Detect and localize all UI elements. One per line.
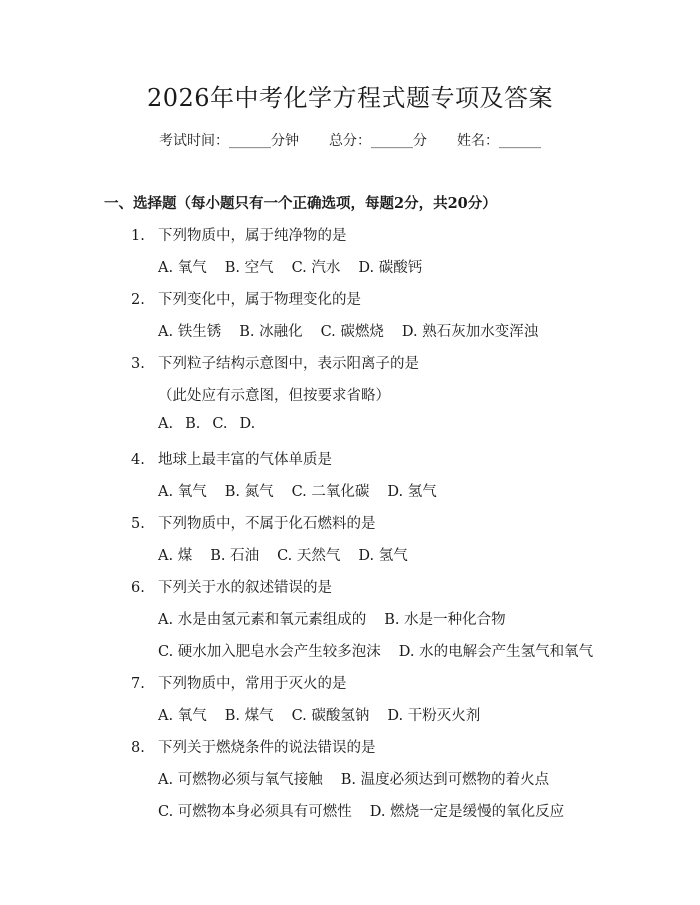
option-b: B. <box>185 416 201 432</box>
question-3 <box>131 352 419 373</box>
question-5 <box>131 512 376 533</box>
page-title: 2026年中考化学方程式题专项及答案 <box>146 84 554 112</box>
question-text: 下列物质中，常用于灭火的是 <box>158 676 347 692</box>
option-c: C. 碳燃烧 <box>320 324 384 340</box>
question-number: 3. <box>131 356 145 372</box>
question-2 <box>131 288 361 309</box>
question-6-options-row2 <box>158 640 611 661</box>
question-6 <box>131 576 332 597</box>
question-5-options <box>158 544 426 565</box>
question-6-options-row1 <box>158 608 524 629</box>
question-8-options-row2 <box>158 800 582 821</box>
exam-time-label: 考试时间：______分钟 <box>159 133 299 149</box>
question-text: 下列粒子结构示意图中，表示阳离子的是 <box>158 356 419 372</box>
option-c: C. 汽水 <box>291 260 341 276</box>
question-1 <box>131 224 347 245</box>
option-d: D. 熟石灰加水变浑浊 <box>401 324 539 340</box>
option-d: D. 氢气 <box>358 548 408 564</box>
question-number: 2. <box>131 292 145 308</box>
option-c: C. 碳酸氢钠 <box>291 708 370 724</box>
option-c: C. 天然气 <box>277 548 341 564</box>
option-d: D. 氢气 <box>387 484 437 500</box>
option-c: C. 硬水加入肥皂水会产生较多泡沫 <box>158 644 381 660</box>
question-text: 下列关于燃烧条件的说法错误的是 <box>158 740 376 756</box>
option-c: C. 可燃物本身必须具有可燃性 <box>158 804 352 820</box>
total-score-label: 总分：______分 <box>329 133 427 149</box>
question-4 <box>131 448 332 469</box>
option-c: C. 二氧化碳 <box>291 484 370 500</box>
question-8-options-row1 <box>158 768 567 789</box>
option-a: A. 氧气 <box>158 484 207 500</box>
name-label: 姓名：______ <box>457 133 541 149</box>
question-number: 5. <box>131 516 145 532</box>
question-text: 下列变化中，属于物理变化的是 <box>158 292 361 308</box>
option-d: D. <box>239 416 256 432</box>
option-a: A. 可燃物必须与氧气接触 <box>158 772 323 788</box>
option-d: D. 燃烧一定是缓慢的氧化反应 <box>369 804 565 820</box>
option-d: D. 干粉灭火剂 <box>387 708 481 724</box>
option-b: B. 石油 <box>210 548 260 564</box>
option-a: A. 铁生锈 <box>158 324 222 340</box>
question-number: 1. <box>131 228 145 244</box>
question-7 <box>131 672 347 693</box>
option-b: B. 空气 <box>224 260 274 276</box>
question-text: 下列物质中，不属于化石燃料的是 <box>158 516 376 532</box>
question-text: 下列物质中，属于纯净物的是 <box>158 228 347 244</box>
question-1-options <box>158 256 440 277</box>
option-d: D. 水的电解会产生氢气和氧气 <box>398 644 594 660</box>
question-number: 8. <box>131 740 145 756</box>
option-a: A. 氧气 <box>158 708 207 724</box>
option-d: D. 碳酸钙 <box>358 260 423 276</box>
exam-info-line <box>0 130 700 150</box>
question-4-options <box>158 480 455 501</box>
option-b: B. 温度必须达到可燃物的着火点 <box>340 772 550 788</box>
question-number: 4. <box>131 452 145 468</box>
question-text: 地球上最丰富的气体单质是 <box>158 452 332 468</box>
option-a: A. 煤 <box>158 548 193 564</box>
option-b: B. 氮气 <box>224 484 274 500</box>
question-3-options <box>158 416 273 432</box>
option-b: B. 水是一种化合物 <box>384 612 506 628</box>
question-3-note: （此处应有示意图，但按要求省略） <box>158 388 390 404</box>
option-b: B. 煤气 <box>224 708 274 724</box>
option-a: A. 水是由氢元素和氧元素组成的 <box>158 612 367 628</box>
question-text: 下列关于水的叙述错误的是 <box>158 580 332 596</box>
question-2-options <box>158 320 556 341</box>
question-number: 6. <box>131 580 145 596</box>
option-c: C. <box>212 416 228 432</box>
option-a: A. 氧气 <box>158 260 207 276</box>
section-heading-choice: 一、选择题（每小题只有一个正确选项，每题2分，共20分） <box>104 195 497 212</box>
question-number: 7. <box>131 676 145 692</box>
question-8 <box>131 736 376 757</box>
option-b: B. 冰融化 <box>239 324 303 340</box>
option-a: A. <box>158 416 174 432</box>
question-7-options <box>158 704 498 725</box>
